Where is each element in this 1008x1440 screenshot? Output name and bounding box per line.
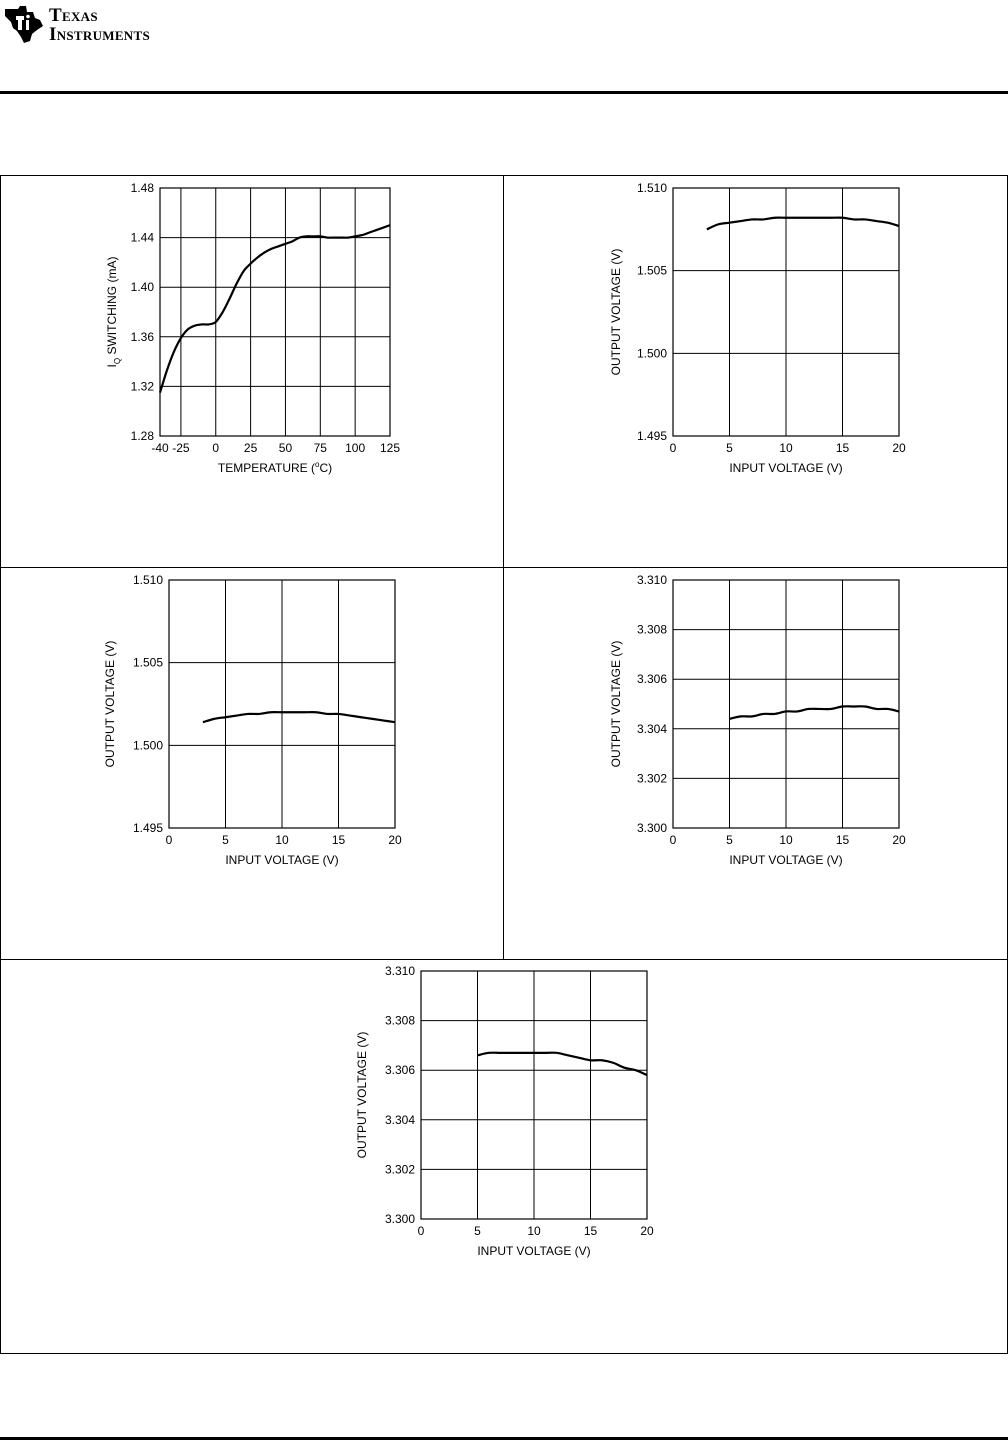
x-tick-label: 50 (278, 441, 293, 455)
x-tick-label: 0 (417, 1224, 425, 1238)
y-tick-label: 3.302 (384, 1162, 415, 1177)
y-tick-label: 3.304 (384, 1112, 415, 1127)
y-tick-label: 1.28 (130, 429, 154, 443)
plot-area (111, 573, 407, 870)
x-tick-label: 5 (726, 833, 733, 847)
y-tick-label: 1.510 (636, 181, 667, 195)
y-tick-label: 1.505 (636, 263, 667, 278)
x-tick-label: 0 (669, 833, 677, 847)
output-voltage-3v3-chart-b (348, 961, 658, 1271)
y-tick-label: 1.44 (130, 230, 154, 245)
output-voltage-3v3-chart-a (600, 570, 910, 880)
x-axis-label: INPUT VOLTAGE (V) (729, 853, 843, 867)
x-axis-label-pre: TEMPERATURE ( (217, 461, 315, 475)
y-tick-label: 1.500 (636, 346, 667, 361)
x-axis-label-post: C) (319, 461, 333, 475)
x-tick-label: 20 (640, 1224, 654, 1238)
x-axis-label: INPUT VOLTAGE (V) (477, 1244, 591, 1258)
iq-switching-vs-temperature-chart (100, 178, 410, 488)
logo-line-2: Instruments (49, 24, 150, 45)
x-tick-label: 15 (331, 833, 346, 847)
x-tick-label: 15 (835, 833, 850, 847)
x-tick-label: 0 (165, 833, 173, 847)
y-axis-label-sub: Q (113, 357, 122, 365)
y-tick-label: 1.505 (132, 655, 163, 670)
y-axis-label-rest: SWITCHING (mA) (105, 256, 119, 358)
y-tick-label: 1.48 (130, 181, 154, 195)
y-tick-label: 1.495 (132, 821, 163, 835)
x-tick-label: 0 (669, 441, 677, 455)
page-header (0, 0, 1008, 95)
y-axis-label-main: I (105, 364, 119, 368)
output-voltage-1v5-chart-b (96, 570, 406, 880)
logo-line-1: Texas (49, 5, 98, 26)
ti-state-logo-icon (2, 4, 46, 44)
x-tick-label: 10 (527, 1224, 541, 1238)
plot-area (615, 181, 911, 478)
plot-area (102, 181, 402, 478)
y-tick-label: 3.308 (384, 1013, 415, 1028)
x-tick-label: -25 (172, 441, 190, 455)
x-tick-label: 20 (388, 833, 402, 847)
y-tick-label: 3.306 (384, 1063, 415, 1078)
x-tick-label: 20 (892, 441, 906, 455)
grid-divider-row-1 (1, 567, 1007, 568)
y-tick-label: 1.40 (130, 280, 154, 295)
y-axis-label: OUTPUT VOLTAGE (V) (103, 640, 117, 768)
x-tick-label: 15 (835, 441, 850, 455)
plot-area (363, 964, 659, 1261)
x-axis-label: INPUT VOLTAGE (V) (225, 853, 339, 867)
y-tick-label: 3.310 (384, 964, 415, 978)
x-tick-label: 20 (892, 833, 906, 847)
y-tick-label: 3.306 (636, 672, 667, 687)
y-axis-label: OUTPUT VOLTAGE (V) (609, 640, 623, 768)
x-tick-label: 100 (345, 441, 366, 455)
x-tick-label: 0 (212, 441, 220, 455)
y-tick-label: 3.310 (636, 573, 667, 587)
x-tick-label: 5 (474, 1224, 481, 1238)
grid-divider-col (503, 176, 504, 959)
x-axis-label-sup: o (315, 460, 320, 469)
x-tick-label: 5 (222, 833, 229, 847)
x-tick-label: -40 (151, 441, 169, 455)
x-tick-label: 75 (313, 441, 327, 455)
y-tick-label: 1.36 (130, 329, 154, 344)
y-tick-label: 3.300 (384, 1212, 415, 1226)
x-tick-label: 10 (275, 833, 289, 847)
y-axis-label: OUTPUT VOLTAGE (V) (355, 1031, 369, 1159)
x-tick-label: 125 (379, 441, 401, 455)
plot-area (615, 573, 911, 870)
header-rule (0, 91, 1008, 94)
x-tick-label: 10 (779, 833, 793, 847)
y-tick-label: 3.304 (636, 721, 667, 736)
y-tick-label: 1.510 (132, 573, 163, 587)
x-tick-label: 10 (779, 441, 793, 455)
x-tick-label: 15 (583, 1224, 598, 1238)
x-tick-label: 25 (243, 441, 258, 455)
y-tick-label: 3.300 (636, 821, 667, 835)
x-axis-label: INPUT VOLTAGE (V) (729, 461, 843, 475)
y-tick-label: 1.495 (636, 429, 667, 443)
y-tick-label: 1.32 (130, 379, 154, 394)
x-tick-label: 5 (726, 441, 733, 455)
x-axis-label (218, 460, 332, 475)
grid-divider-row-2 (1, 959, 1007, 960)
y-tick-label: 3.302 (636, 771, 667, 786)
y-tick-label: 1.500 (132, 738, 163, 753)
ti-logo-text (49, 6, 150, 44)
output-voltage-1v5-chart-a (600, 178, 910, 488)
y-axis-label: OUTPUT VOLTAGE (V) (609, 248, 623, 376)
y-tick-label: 3.308 (636, 622, 667, 637)
